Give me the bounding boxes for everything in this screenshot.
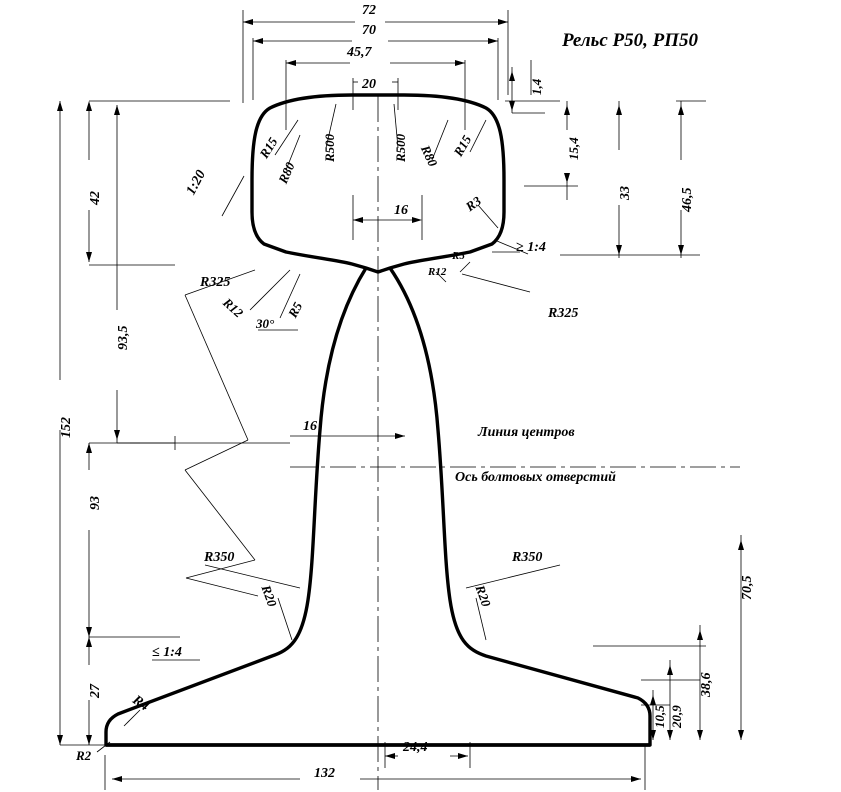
- annotation-center-line: Линия центров: [478, 425, 575, 440]
- dim-46-5: 46,5: [680, 187, 695, 212]
- dim-45-7: 45,7: [347, 45, 372, 60]
- radius-R12-left: R12: [220, 294, 247, 321]
- center-axis: [117, 96, 740, 790]
- slope-1-4-head: ≥ 1:4: [516, 240, 546, 255]
- radius-R3: R3: [462, 193, 484, 215]
- radius-R2: R2: [76, 748, 92, 763]
- page-title: Рельс Р50, РП50: [562, 30, 698, 51]
- dim-20: 20: [362, 77, 376, 92]
- dim-15-4: 15,4: [566, 137, 581, 160]
- radius-R80-right: R80: [417, 142, 441, 169]
- radius-R5-left: R5: [284, 299, 306, 320]
- dim-42: 42: [88, 191, 103, 205]
- radius-R15-left: R15: [256, 134, 281, 161]
- dim-93: 93: [88, 496, 103, 510]
- angle-30: 30°: [256, 316, 275, 331]
- radius-R20-left: R20: [258, 583, 281, 609]
- dim-33: 33: [618, 186, 633, 200]
- dim-20-9: 20,9: [669, 705, 684, 728]
- annotation-bolt-axis: Ось болтовых отверстий: [455, 470, 616, 485]
- dim-38-6: 38,6: [699, 672, 714, 697]
- slope-1-4-base: ≤ 1:4: [152, 645, 182, 660]
- dim-132: 132: [314, 766, 335, 781]
- radius-R5-right: R5: [452, 250, 465, 262]
- dim-27: 27: [88, 684, 103, 698]
- radius-R325-left: R325: [200, 275, 231, 290]
- slope-1-20: 1:20: [183, 167, 210, 198]
- dim-72: 72: [362, 3, 376, 18]
- radius-R325-right: R325: [548, 306, 579, 321]
- radius-R20-right: R20: [472, 583, 495, 609]
- radius-R4: R4: [129, 692, 152, 715]
- dim-web-16-mid: 16: [303, 419, 317, 434]
- dim-152: 152: [59, 417, 74, 438]
- radius-R500-left: R500: [322, 133, 337, 162]
- radius-R350-left: R350: [204, 550, 235, 565]
- dimension-lines: [60, 10, 741, 790]
- dim-93-5: 93,5: [116, 325, 131, 350]
- dim-24-4: 24,4: [403, 740, 428, 755]
- radius-R80-left: R80: [275, 159, 298, 186]
- dim-10-5: 10,5: [652, 705, 667, 728]
- radius-R500-right: R500: [393, 133, 408, 162]
- dim-web-16-top: 16: [394, 203, 408, 218]
- dim-70-5: 70,5: [740, 575, 755, 600]
- radius-R350-right: R350: [512, 550, 543, 565]
- radius-R15-right: R15: [450, 132, 475, 159]
- dim-1-4: 1,4: [529, 78, 544, 95]
- radius-R12-right: R12: [428, 266, 447, 278]
- dim-70: 70: [362, 23, 376, 38]
